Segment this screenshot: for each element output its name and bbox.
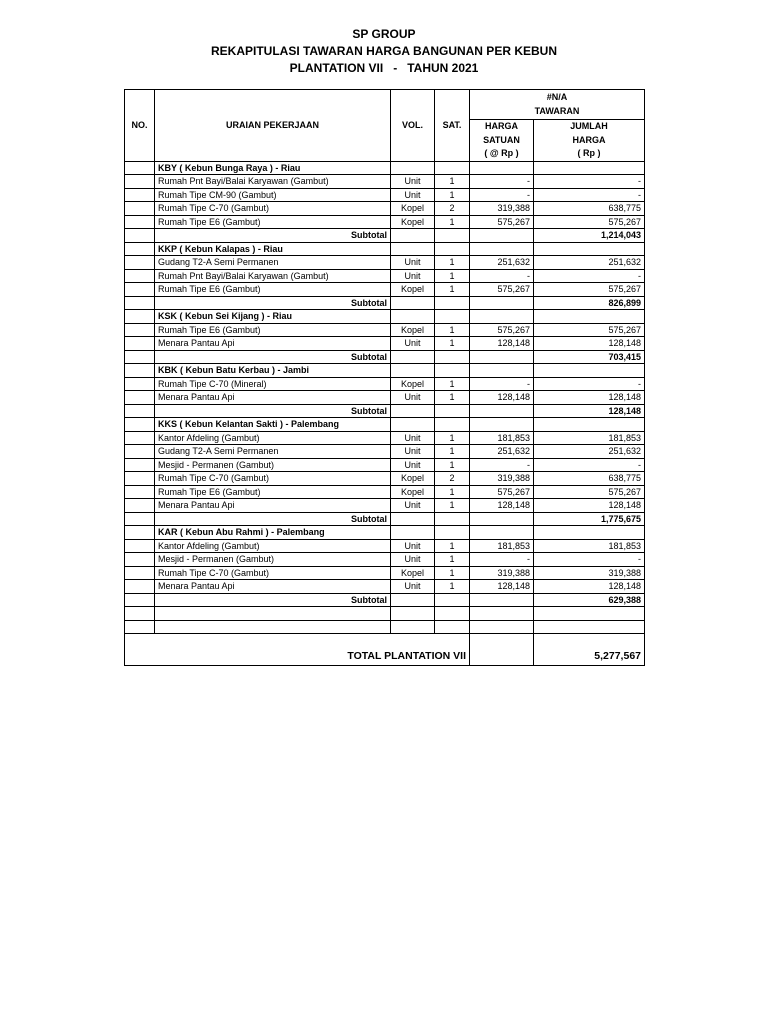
item-sat: 2 bbox=[435, 202, 470, 216]
sat-cell bbox=[435, 350, 470, 364]
item-vol: Kopel bbox=[391, 215, 435, 229]
blank-row bbox=[125, 620, 645, 634]
subtotal-value: 703,415 bbox=[534, 350, 645, 364]
harga-cell bbox=[470, 512, 534, 526]
no-cell bbox=[125, 229, 155, 243]
sat-cell bbox=[435, 526, 470, 540]
sat-cell bbox=[435, 418, 470, 432]
subtotal-label: Subtotal bbox=[155, 229, 391, 243]
no-cell bbox=[125, 485, 155, 499]
no-cell bbox=[125, 161, 155, 175]
vol-cell bbox=[391, 526, 435, 540]
total-label: TOTAL PLANTATION VII bbox=[125, 634, 470, 666]
item-vol: Unit bbox=[391, 580, 435, 594]
no-cell bbox=[125, 215, 155, 229]
item-row bbox=[125, 431, 645, 445]
item-vol: Unit bbox=[391, 256, 435, 270]
item-description: Rumah Tipe CM-90 (Gambut) bbox=[155, 188, 391, 202]
column-header-tawaran: TAWARAN bbox=[534, 105, 580, 116]
item-harga-satuan: - bbox=[470, 175, 534, 189]
item-sat: 2 bbox=[435, 472, 470, 486]
column-header-uraian: URAIAN PEKERJAAN bbox=[155, 90, 391, 162]
group-title: KBK ( Kebun Batu Kerbau ) - Jambi bbox=[155, 364, 391, 378]
group-title: KKP ( Kebun Kalapas ) - Riau bbox=[155, 242, 391, 256]
subtotal-row bbox=[125, 593, 645, 607]
subtotal-value: 128,148 bbox=[534, 404, 645, 418]
item-row bbox=[125, 215, 645, 229]
item-row bbox=[125, 377, 645, 391]
item-harga-satuan: 128,148 bbox=[470, 499, 534, 513]
item-description: Mesjid - Permanen (Gambut) bbox=[155, 458, 391, 472]
empty-cell bbox=[391, 607, 435, 621]
sat-cell bbox=[435, 593, 470, 607]
group-row bbox=[125, 242, 645, 256]
harga-cell bbox=[470, 242, 534, 256]
item-sat: 1 bbox=[435, 580, 470, 594]
no-cell bbox=[125, 458, 155, 472]
group-row bbox=[125, 161, 645, 175]
jumlah-cell bbox=[534, 364, 645, 378]
item-harga-satuan: 251,632 bbox=[470, 256, 534, 270]
vol-cell bbox=[391, 310, 435, 324]
item-row bbox=[125, 445, 645, 459]
item-jumlah-harga: - bbox=[534, 269, 645, 283]
document-header bbox=[0, 26, 768, 77]
group-row bbox=[125, 310, 645, 324]
vol-cell bbox=[391, 593, 435, 607]
vol-cell bbox=[391, 364, 435, 378]
column-header-na: #N/A bbox=[546, 92, 568, 102]
item-description: Menara Pantau Api bbox=[155, 391, 391, 405]
harga-cell bbox=[470, 350, 534, 364]
item-row bbox=[125, 283, 645, 297]
item-jumlah-harga: - bbox=[534, 458, 645, 472]
no-cell bbox=[125, 337, 155, 351]
document-subtitle: PLANTATION VII - TAHUN 2021 bbox=[289, 61, 479, 75]
sat-cell bbox=[435, 512, 470, 526]
harga-cell bbox=[470, 161, 534, 175]
subtotal-label: Subtotal bbox=[155, 296, 391, 310]
harga-cell bbox=[470, 296, 534, 310]
group-row bbox=[125, 418, 645, 432]
header-row-1 bbox=[125, 90, 645, 120]
no-cell bbox=[125, 512, 155, 526]
item-vol: Unit bbox=[391, 458, 435, 472]
item-jumlah-harga: - bbox=[534, 553, 645, 567]
item-description: Kantor Afdeling (Gambut) bbox=[155, 431, 391, 445]
item-vol: Unit bbox=[391, 391, 435, 405]
item-row bbox=[125, 202, 645, 216]
item-harga-satuan: - bbox=[470, 458, 534, 472]
subtotal-label: Subtotal bbox=[155, 593, 391, 607]
item-description: Rumah Tipe C-70 (Gambut) bbox=[155, 202, 391, 216]
vol-cell bbox=[391, 350, 435, 364]
jumlah-cell bbox=[534, 526, 645, 540]
item-row bbox=[125, 472, 645, 486]
no-cell bbox=[125, 593, 155, 607]
jumlah-cell bbox=[534, 418, 645, 432]
column-header-sat: SAT. bbox=[435, 90, 470, 162]
sat-cell bbox=[435, 229, 470, 243]
subtotal-row bbox=[125, 296, 645, 310]
item-description: Rumah Pnt Bayi/Balai Karyawan (Gambut) bbox=[155, 175, 391, 189]
subtotal-row bbox=[125, 229, 645, 243]
item-row bbox=[125, 175, 645, 189]
empty-cell bbox=[534, 620, 645, 634]
item-vol: Kopel bbox=[391, 485, 435, 499]
no-cell bbox=[125, 310, 155, 324]
item-vol: Unit bbox=[391, 337, 435, 351]
item-vol: Unit bbox=[391, 499, 435, 513]
item-row bbox=[125, 188, 645, 202]
empty-cell bbox=[125, 620, 155, 634]
item-description: Rumah Tipe C-70 (Gambut) bbox=[155, 566, 391, 580]
no-cell bbox=[125, 391, 155, 405]
item-sat: 1 bbox=[435, 431, 470, 445]
item-description: Mesjid - Permanen (Gambut) bbox=[155, 553, 391, 567]
no-cell bbox=[125, 323, 155, 337]
no-cell bbox=[125, 242, 155, 256]
item-harga-satuan: - bbox=[470, 188, 534, 202]
item-vol: Kopel bbox=[391, 377, 435, 391]
item-vol: Unit bbox=[391, 188, 435, 202]
total-row bbox=[125, 634, 645, 666]
item-harga-satuan: 128,148 bbox=[470, 391, 534, 405]
no-cell bbox=[125, 296, 155, 310]
no-cell bbox=[125, 350, 155, 364]
item-harga-satuan: 128,148 bbox=[470, 580, 534, 594]
item-sat: 1 bbox=[435, 499, 470, 513]
harga-cell bbox=[470, 593, 534, 607]
no-cell bbox=[125, 580, 155, 594]
item-harga-satuan: - bbox=[470, 269, 534, 283]
item-jumlah-harga: 251,632 bbox=[534, 256, 645, 270]
item-harga-satuan: 181,853 bbox=[470, 431, 534, 445]
group-row bbox=[125, 526, 645, 540]
item-description: Rumah Tipe E6 (Gambut) bbox=[155, 323, 391, 337]
item-vol: Kopel bbox=[391, 472, 435, 486]
item-row bbox=[125, 458, 645, 472]
item-vol: Kopel bbox=[391, 283, 435, 297]
item-vol: Unit bbox=[391, 445, 435, 459]
column-header-tawaran-group bbox=[470, 90, 645, 120]
item-vol: Unit bbox=[391, 269, 435, 283]
item-jumlah-harga: 575,267 bbox=[534, 323, 645, 337]
no-cell bbox=[125, 499, 155, 513]
item-description: Kantor Afdeling (Gambut) bbox=[155, 539, 391, 553]
item-harga-satuan: - bbox=[470, 553, 534, 567]
no-cell bbox=[125, 364, 155, 378]
empty-cell bbox=[470, 634, 534, 666]
item-description: Rumah Tipe C-70 (Mineral) bbox=[155, 377, 391, 391]
item-sat: 1 bbox=[435, 283, 470, 297]
item-row bbox=[125, 485, 645, 499]
item-jumlah-harga: 251,632 bbox=[534, 445, 645, 459]
empty-cell bbox=[534, 607, 645, 621]
item-sat: 1 bbox=[435, 553, 470, 567]
item-vol: Unit bbox=[391, 553, 435, 567]
no-cell bbox=[125, 175, 155, 189]
subtotal-value: 629,388 bbox=[534, 593, 645, 607]
group-title: KSK ( Kebun Sei Kijang ) - Riau bbox=[155, 310, 391, 324]
item-description: Gudang T2-A Semi Permanen bbox=[155, 256, 391, 270]
empty-cell bbox=[155, 607, 391, 621]
sat-cell bbox=[435, 242, 470, 256]
group-row bbox=[125, 364, 645, 378]
item-row bbox=[125, 566, 645, 580]
harga-cell bbox=[470, 404, 534, 418]
document-title: REKAPITULASI TAWARAN HARGA BANGUNAN PER KEBUN bbox=[210, 44, 557, 58]
item-harga-satuan: 575,267 bbox=[470, 485, 534, 499]
no-cell bbox=[125, 283, 155, 297]
jumlah-cell bbox=[534, 242, 645, 256]
item-description: Rumah Tipe E6 (Gambut) bbox=[155, 215, 391, 229]
column-header-no: NO. bbox=[125, 90, 155, 162]
empty-cell bbox=[470, 620, 534, 634]
item-sat: 1 bbox=[435, 485, 470, 499]
item-description: Rumah Pnt Bayi/Balai Karyawan (Gambut) bbox=[155, 269, 391, 283]
recap-table-body bbox=[125, 90, 645, 666]
item-harga-satuan: 575,267 bbox=[470, 283, 534, 297]
item-jumlah-harga: 319,388 bbox=[534, 566, 645, 580]
no-cell bbox=[125, 188, 155, 202]
item-jumlah-harga: 128,148 bbox=[534, 580, 645, 594]
item-jumlah-harga: 638,775 bbox=[534, 472, 645, 486]
jumlah-cell bbox=[534, 310, 645, 324]
item-harga-satuan: 319,388 bbox=[470, 566, 534, 580]
item-row bbox=[125, 323, 645, 337]
item-sat: 1 bbox=[435, 215, 470, 229]
vol-cell bbox=[391, 296, 435, 310]
subtotal-row bbox=[125, 512, 645, 526]
item-sat: 1 bbox=[435, 256, 470, 270]
harga-cell bbox=[470, 418, 534, 432]
empty-cell bbox=[470, 607, 534, 621]
no-cell bbox=[125, 553, 155, 567]
item-jumlah-harga: 575,267 bbox=[534, 215, 645, 229]
item-jumlah-harga: 575,267 bbox=[534, 485, 645, 499]
empty-cell bbox=[155, 620, 391, 634]
item-row bbox=[125, 337, 645, 351]
no-cell bbox=[125, 377, 155, 391]
item-harga-satuan: 575,267 bbox=[470, 215, 534, 229]
subtotal-label: Subtotal bbox=[155, 350, 391, 364]
no-cell bbox=[125, 404, 155, 418]
item-jumlah-harga: - bbox=[534, 175, 645, 189]
no-cell bbox=[125, 431, 155, 445]
subtotal-label: Subtotal bbox=[155, 512, 391, 526]
sat-cell bbox=[435, 404, 470, 418]
subtotal-value: 1,214,043 bbox=[534, 229, 645, 243]
item-row bbox=[125, 580, 645, 594]
item-jumlah-harga: 575,267 bbox=[534, 283, 645, 297]
vol-cell bbox=[391, 418, 435, 432]
item-jumlah-harga: 638,775 bbox=[534, 202, 645, 216]
item-description: Menara Pantau Api bbox=[155, 580, 391, 594]
subtotal-value: 826,899 bbox=[534, 296, 645, 310]
item-sat: 1 bbox=[435, 175, 470, 189]
harga-cell bbox=[470, 229, 534, 243]
sat-cell bbox=[435, 310, 470, 324]
vol-cell bbox=[391, 161, 435, 175]
blank-row bbox=[125, 607, 645, 621]
subtotal-value: 1,775,675 bbox=[534, 512, 645, 526]
item-vol: Unit bbox=[391, 175, 435, 189]
group-title: KAR ( Kebun Abu Rahmi ) - Palembang bbox=[155, 526, 391, 540]
item-harga-satuan: - bbox=[470, 377, 534, 391]
harga-cell bbox=[470, 364, 534, 378]
no-cell bbox=[125, 256, 155, 270]
item-row bbox=[125, 539, 645, 553]
no-cell bbox=[125, 445, 155, 459]
item-description: Rumah Tipe E6 (Gambut) bbox=[155, 283, 391, 297]
no-cell bbox=[125, 472, 155, 486]
item-sat: 1 bbox=[435, 566, 470, 580]
vol-cell bbox=[391, 404, 435, 418]
no-cell bbox=[125, 418, 155, 432]
company-name: SP GROUP bbox=[352, 27, 416, 41]
subtotal-label: Subtotal bbox=[155, 404, 391, 418]
subtotal-row bbox=[125, 404, 645, 418]
total-value: 5,277,567 bbox=[534, 634, 645, 666]
sat-cell bbox=[435, 296, 470, 310]
item-description: Menara Pantau Api bbox=[155, 337, 391, 351]
empty-cell bbox=[435, 607, 470, 621]
item-row bbox=[125, 553, 645, 567]
no-cell bbox=[125, 566, 155, 580]
item-sat: 1 bbox=[435, 337, 470, 351]
item-sat: 1 bbox=[435, 391, 470, 405]
item-harga-satuan: 319,388 bbox=[470, 472, 534, 486]
item-jumlah-harga: 128,148 bbox=[534, 499, 645, 513]
column-header-jumlah-harga: JUMLAH HARGA ( Rp ) bbox=[534, 120, 645, 162]
group-title: KKS ( Kebun Kelantan Sakti ) - Palembang bbox=[155, 418, 391, 432]
no-cell bbox=[125, 539, 155, 553]
column-header-harga-satuan: HARGA SATUAN ( @ Rp ) bbox=[470, 120, 534, 162]
subtotal-row bbox=[125, 350, 645, 364]
group-title: KBY ( Kebun Bunga Raya ) - Riau bbox=[155, 161, 391, 175]
sat-cell bbox=[435, 364, 470, 378]
item-sat: 1 bbox=[435, 458, 470, 472]
item-sat: 1 bbox=[435, 269, 470, 283]
item-sat: 1 bbox=[435, 323, 470, 337]
vol-cell bbox=[391, 512, 435, 526]
item-jumlah-harga: - bbox=[534, 188, 645, 202]
item-vol: Kopel bbox=[391, 202, 435, 216]
item-row bbox=[125, 269, 645, 283]
item-description: Rumah Tipe E6 (Gambut) bbox=[155, 485, 391, 499]
item-row bbox=[125, 391, 645, 405]
harga-cell bbox=[470, 310, 534, 324]
item-sat: 1 bbox=[435, 539, 470, 553]
no-cell bbox=[125, 526, 155, 540]
harga-cell bbox=[470, 526, 534, 540]
item-sat: 1 bbox=[435, 377, 470, 391]
vol-cell bbox=[391, 242, 435, 256]
empty-cell bbox=[435, 620, 470, 634]
item-vol: Unit bbox=[391, 539, 435, 553]
item-jumlah-harga: 181,853 bbox=[534, 431, 645, 445]
empty-cell bbox=[125, 607, 155, 621]
item-harga-satuan: 319,388 bbox=[470, 202, 534, 216]
item-jumlah-harga: 128,148 bbox=[534, 337, 645, 351]
item-jumlah-harga: - bbox=[534, 377, 645, 391]
item-description: Rumah Tipe C-70 (Gambut) bbox=[155, 472, 391, 486]
item-vol: Unit bbox=[391, 431, 435, 445]
item-harga-satuan: 181,853 bbox=[470, 539, 534, 553]
item-row bbox=[125, 499, 645, 513]
item-vol: Kopel bbox=[391, 566, 435, 580]
item-row bbox=[125, 256, 645, 270]
item-vol: Kopel bbox=[391, 323, 435, 337]
vol-cell bbox=[391, 229, 435, 243]
item-jumlah-harga: 128,148 bbox=[534, 391, 645, 405]
item-jumlah-harga: 181,853 bbox=[534, 539, 645, 553]
item-harga-satuan: 575,267 bbox=[470, 323, 534, 337]
item-harga-satuan: 128,148 bbox=[470, 337, 534, 351]
column-header-vol: VOL. bbox=[391, 90, 435, 162]
item-description: Menara Pantau Api bbox=[155, 499, 391, 513]
item-sat: 1 bbox=[435, 445, 470, 459]
recap-table bbox=[124, 89, 645, 666]
jumlah-cell bbox=[534, 161, 645, 175]
sat-cell bbox=[435, 161, 470, 175]
no-cell bbox=[125, 269, 155, 283]
no-cell bbox=[125, 202, 155, 216]
empty-cell bbox=[391, 620, 435, 634]
item-description: Gudang T2-A Semi Permanen bbox=[155, 445, 391, 459]
item-sat: 1 bbox=[435, 188, 470, 202]
item-harga-satuan: 251,632 bbox=[470, 445, 534, 459]
